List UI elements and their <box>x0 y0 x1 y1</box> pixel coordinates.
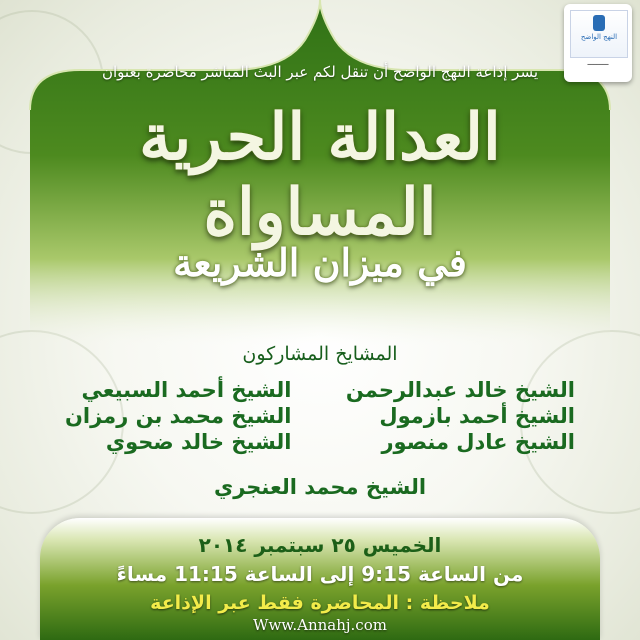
sheikhs-heading: المشايخ المشاركون <box>242 343 398 365</box>
sheikhs-column-left <box>65 378 292 454</box>
sheikhs-list <box>65 378 575 454</box>
radio-logo-icon <box>593 15 605 31</box>
lecture-time: من الساعة 9:15 إلى الساعة 11:15 مساءً <box>116 562 524 586</box>
sheikh-name: الشيخ عادل منصور <box>381 430 575 454</box>
lecture-date: الخميس ٢٥ سبتمبر ٢٠١٤ <box>198 533 442 557</box>
sheikhs-column-right <box>346 378 575 454</box>
lecture-note: ملاحظة : المحاضرة فقط عبر الإذاعة <box>150 592 490 614</box>
sheikh-name: الشيخ محمد بن رمزان <box>65 404 292 428</box>
sheikh-name: الشيخ خالد عبدالرحمن <box>345 378 575 402</box>
lecture-title: العدالة الحرية المساواة <box>139 100 501 250</box>
logo-frame <box>570 10 628 58</box>
intro-text: يسر إذاعة النهج الواضح أن تنقل لكم عبر البث المباشر محاضرة بعنوان <box>101 63 539 81</box>
website-link[interactable]: Www.Annahj.com <box>253 616 387 634</box>
logo-foot: ━━━━━━━ <box>587 62 609 68</box>
lecture-subtitle: في ميزان الشريعة <box>173 240 467 285</box>
sheikh-name: الشيخ أحمد بازمول <box>379 404 575 428</box>
sheikh-name: الشيخ خالد ضحوي <box>105 430 292 454</box>
radio-logo <box>564 4 632 82</box>
logo-text: النهج الواضح <box>580 33 618 41</box>
sheikh-name: الشيخ محمد العنجري <box>213 475 427 499</box>
sheikh-name: الشيخ أحمد السبيعي <box>81 378 292 402</box>
